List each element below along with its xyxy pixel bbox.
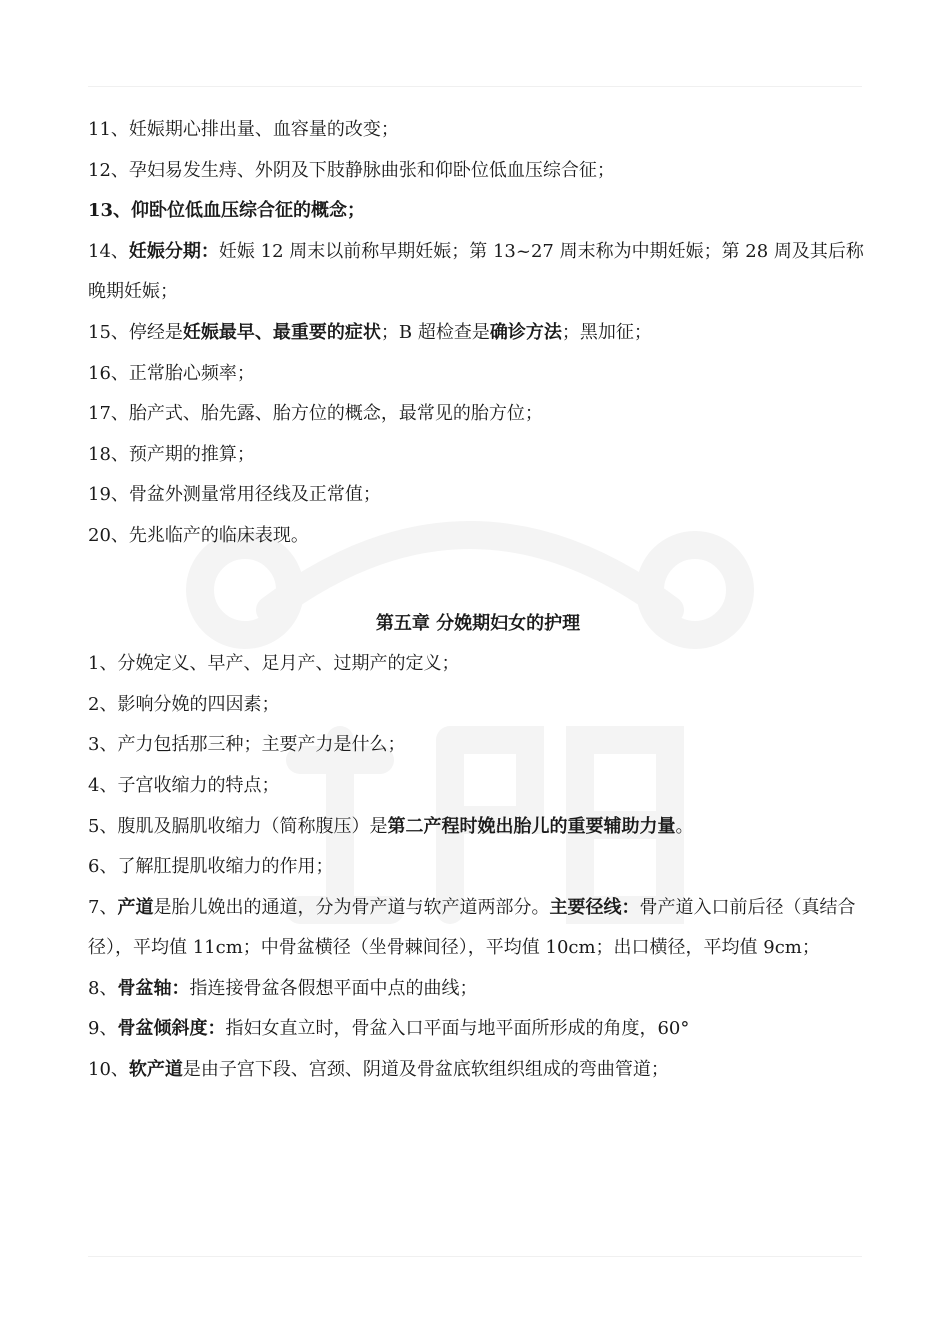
list-item <box>88 435 868 476</box>
text-segment: 指连接骨盆各假想平面中点的曲线； <box>189 977 478 999</box>
footer-rule <box>88 1256 862 1257</box>
text-segment: ；B 超检查是 <box>380 321 490 343</box>
list-item <box>88 807 868 848</box>
bold-text: 确诊方法 <box>489 321 562 343</box>
bold-text: 13、仰卧位低血压综合征的概念； <box>88 200 366 222</box>
text-segment: 是胎儿娩出的通道，分为骨产道与软产道两部分。 <box>153 896 550 918</box>
section-after <box>88 644 868 1091</box>
list-item <box>88 313 868 354</box>
text-segment: 2、影响分娩的四因素； <box>88 693 280 715</box>
text-segment: 14、 <box>88 240 129 262</box>
text-segment: 指妇女直立时，骨盆入口平面与地平面所形成的角度，60° <box>225 1018 690 1040</box>
header-rule <box>88 86 862 87</box>
document-body <box>88 110 868 1091</box>
list-item <box>88 888 868 969</box>
list-item <box>88 766 868 807</box>
text-segment: 6、了解肛提肌收缩力的作用； <box>88 856 334 878</box>
bold-text: 妊娠分期： <box>128 240 219 262</box>
text-segment: 3、产力包括那三种；主要产力是什么； <box>88 734 406 756</box>
text-segment: 骨产道入口前后径（真结合径），平均值 11cm；中骨盆横径（坐骨棘间径），平均值 10cm；出口横径，平均值 9cm； <box>88 896 856 959</box>
list-item <box>88 644 868 685</box>
text-segment: 1、分娩定义、早产、足月产、过期产的定义； <box>88 653 460 675</box>
list-item <box>88 1009 868 1050</box>
bold-text: 产道 <box>117 896 154 918</box>
list-item <box>88 232 868 313</box>
list-item <box>88 394 868 435</box>
bold-text: 骨盆轴： <box>117 977 190 999</box>
text-segment: 7、 <box>88 896 118 918</box>
list-item <box>88 969 868 1010</box>
list-item <box>88 1050 868 1091</box>
text-segment: 19、骨盆外测量常用径线及正常值； <box>88 484 381 506</box>
text-segment: 是由子宫下段、宫颈、阴道及骨盆底软组织组成的弯曲管道； <box>182 1059 669 1081</box>
list-item <box>88 847 868 888</box>
text-segment: 9、 <box>88 1018 118 1040</box>
list-item <box>88 685 868 726</box>
text-segment: 16、正常胎心频率； <box>88 362 255 384</box>
text-segment: 15、停经是 <box>88 321 183 343</box>
list-item <box>88 475 868 516</box>
text-segment: 20、先兆临产的临床表现。 <box>88 524 309 546</box>
bold-text: 第二产程时娩出胎儿的重要辅助力量 <box>387 815 676 837</box>
section-before <box>88 110 868 557</box>
section-gap <box>88 557 868 604</box>
bold-text: 骨盆倾斜度： <box>117 1018 226 1040</box>
chapter-heading: 第五章 分娩期妇女的护理 <box>375 612 581 634</box>
bold-text: 妊娠最早、最重要的症状 <box>182 321 381 343</box>
bold-text: 软产道 <box>128 1059 183 1081</box>
bold-text: 主要径线： <box>549 896 640 918</box>
list-item <box>88 110 868 151</box>
text-segment: 5、腹肌及膈肌收缩力（简称腹压）是 <box>88 815 388 837</box>
text-segment: 11、妊娠期心排出量、血容量的改变； <box>88 119 399 140</box>
text-segment: 8、 <box>88 977 118 999</box>
list-item <box>88 151 868 192</box>
text-segment: 。 <box>675 815 694 837</box>
text-segment: 17、胎产式、胎先露、胎方位的概念，最常见的胎方位； <box>88 403 543 425</box>
text-segment: 10、 <box>88 1059 129 1081</box>
text-segment: 12、孕妇易发生痔、外阴及下肢静脉曲张和仰卧位低血压综合征； <box>88 159 615 181</box>
text-segment: 4、子宫收缩力的特点； <box>88 774 280 796</box>
text-segment: 妊娠 12 周末以前称早期妊娠；第 13~27 周末称为中期妊娠；第 28 周及其后称晚期妊娠； <box>88 240 864 303</box>
text-segment: ；黑加征； <box>561 321 652 343</box>
text-segment: 18、预产期的推算； <box>88 443 255 465</box>
list-item <box>88 191 868 232</box>
list-item <box>88 354 868 395</box>
list-item <box>88 516 868 557</box>
list-item <box>88 725 868 766</box>
